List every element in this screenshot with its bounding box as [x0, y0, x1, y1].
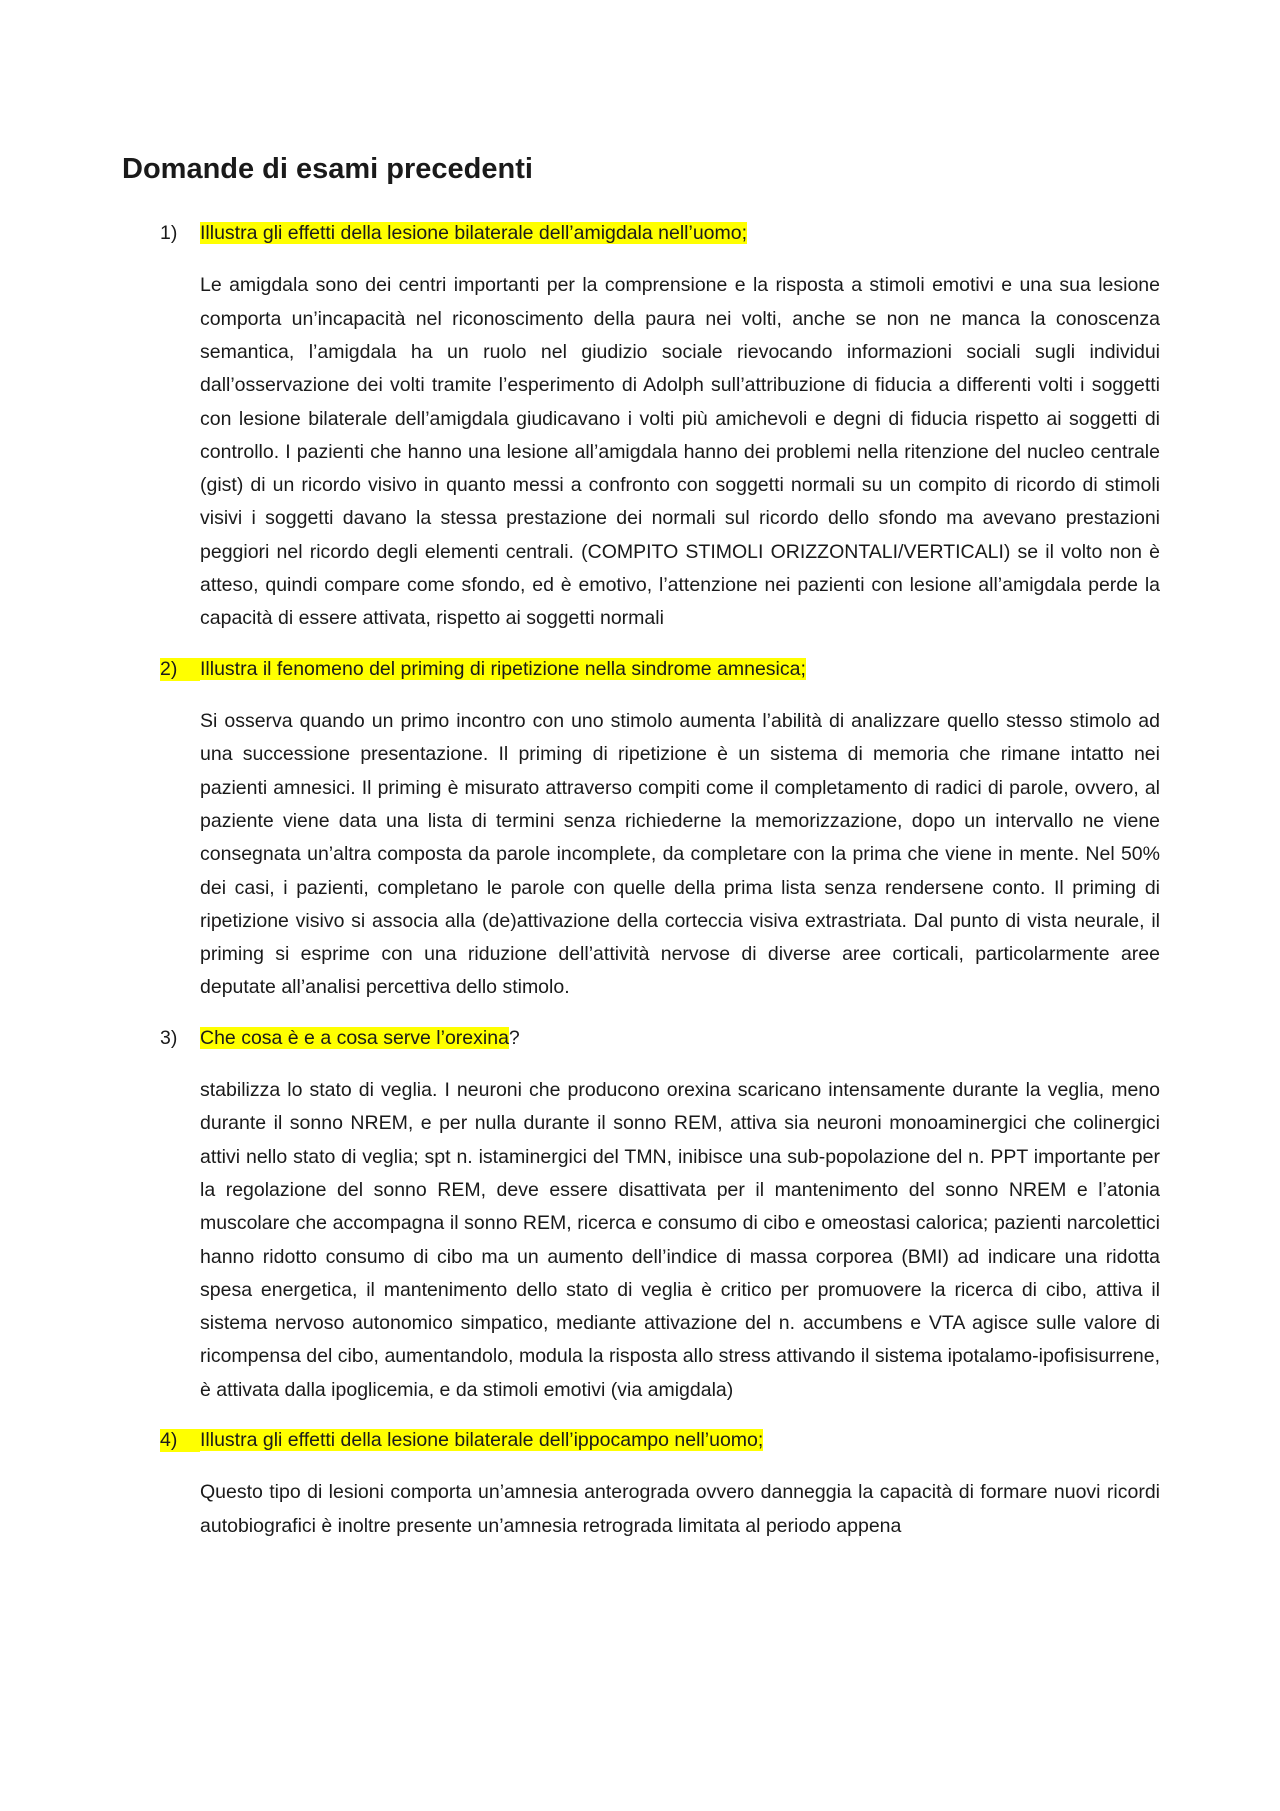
answer-4: Questo tipo di lesioni comporta un’amnesia anterograda ovvero danneggia la capacità di formare nuovi ricordi autobiografici è inoltre presente un’amnesia retrograda limitata al periodo appena — [200, 1481, 1160, 1537]
answer-2: Si osserva quando un primo incontro con uno stimolo aumenta l’abilità di analizzare quello stesso stimolo ad una successione presentazione. Il priming di ripetizione è un sistema di memoria che rimane intatto nei pazienti amnesici. Il priming è misurato attraverso compiti come il completamento di radici di parole, ovvero, al paziente viene data una lista di termini senza richiederne la memorizzazione, dopo un intervallo ne viene consegnata un’altra composta da parole incomplete, da completare con la prima che viene in mente. Nel 50% dei casi, i pazienti, completano le parole con quelle della prima lista senza rendersene conto. Il priming di ripetizione visivo si associa alla (de)attivazione della corteccia visiva extrastriata. Dal punto di vista neurale, il priming si esprime con una riduzione dell’attività nervose di diverse aree corticali, particolarmente aree deputate all’analisi percettiva dello stimolo. — [200, 710, 1160, 999]
question-3-plain-text: ? — [508, 1026, 520, 1049]
question-4-text — [200, 1429, 763, 1452]
question-3-text — [200, 1027, 520, 1050]
question-2-heading — [160, 658, 1160, 681]
question-3-heading — [160, 1027, 1160, 1050]
question-2-number: 2) — [160, 658, 200, 681]
question-1-heading — [160, 222, 1160, 245]
question-4-heading — [160, 1429, 1160, 1452]
question-3-highlighted-text: Che cosa è e a cosa serve l’orexina — [200, 1026, 509, 1049]
answer-3: stabilizza lo stato di veglia. I neuroni che producono orexina scaricano intensamente durante la veglia, meno durante il sonno NREM, e per nulla durante il sonno REM, attiva sia neuroni monoaminergici che colinergici attivi nello stato di veglia; spt n. istaminergici del TMN, inibisce una sub-popolazione del n. PPT importante per la regolazione del sonno REM, deve essere disattivata per il mantenimento del sonno NREM e l’atonia muscolare che accompagna il sonno REM, ricerca e consumo di cibo e omeostasi calorica; pazienti narcolettici hanno ridotto consumo di cibo ma un aumento dell’indice di massa corporea (BMI) ad indicare una ridotta spesa energetica, il mantenimento dello stato di veglia è critico per promuovere la ricerca di cibo, attiva il sistema nervoso autonomico simpatico, mediante attivazione del n. accumbens e VTA agisce sulle valore di ricompensa del cibo, aumentandolo, modula la risposta allo stress attivando il sistema ipotalamo-ipofisisurrene, è attivata dalla ipoglicemia, e da stimoli emotivi (via amigdala) — [200, 1079, 1160, 1401]
question-4-number: 4) — [160, 1429, 200, 1452]
question-item-1 — [160, 222, 1160, 636]
question-1-text — [200, 222, 747, 245]
question-1-highlighted-text: Illustra gli effetti della lesione bilaterale dell’amigdala nell’uomo; — [200, 222, 748, 244]
page-title: Domande di esami precedenti — [122, 153, 533, 185]
question-4-highlighted-text: Illustra gli effetti della lesione bilaterale dell’ippocampo nell’uomo; — [200, 1429, 764, 1452]
question-item-2 — [160, 658, 1160, 1005]
question-item-3 — [160, 1027, 1160, 1407]
question-1-number: 1) — [160, 222, 178, 244]
question-list — [160, 222, 1160, 1565]
question-2-highlighted-text: Illustra il fenomeno del priming di ripetizione nella sindrome amnesica; — [200, 657, 806, 680]
question-2-text — [200, 658, 806, 681]
question-3-number: 3) — [160, 1026, 178, 1049]
question-item-4 — [160, 1429, 1160, 1543]
answer-1: Le amigdala sono dei centri importanti per la comprensione e la risposta a stimoli emotivi e una sua lesione comporta un’incapacità nel riconoscimento della paura nei volti, anche se non ne manca la conoscenza semantica, l’amigdala ha un ruolo nel giudizio sociale rievocando informazioni sociali sugli individui dall’osservazione dei volti tramite l’esperimento di Adolph sull’attribuzione di fiducia a differenti volti i soggetti con lesione bilaterale dell’amigdala giudicavano i volti più amichevoli e degni di fiducia rispetto ai soggetti di controllo. I pazienti che hanno una lesione all’amigdala hanno dei problemi nella ritenzione del nucleo centrale (gist) di un ricordo visivo in quanto messi a confronto con soggetti normali su un compito di ricordo di stimoli visivi i soggetti davano la stessa prestazione dei normali sul ricordo dello sfondo ma avevano prestazioni peggiori nel ricordo degli elementi centrali. (COMPITO STIMOLI ORIZZONTALI/VERTICALI) se il volto non è atteso, quindi compare come sfondo, ed è emotivo, l’attenzione nei pazienti con lesione all’amigdala perde la capacità di essere attivata, rispetto ai soggetti normali — [200, 274, 1160, 630]
